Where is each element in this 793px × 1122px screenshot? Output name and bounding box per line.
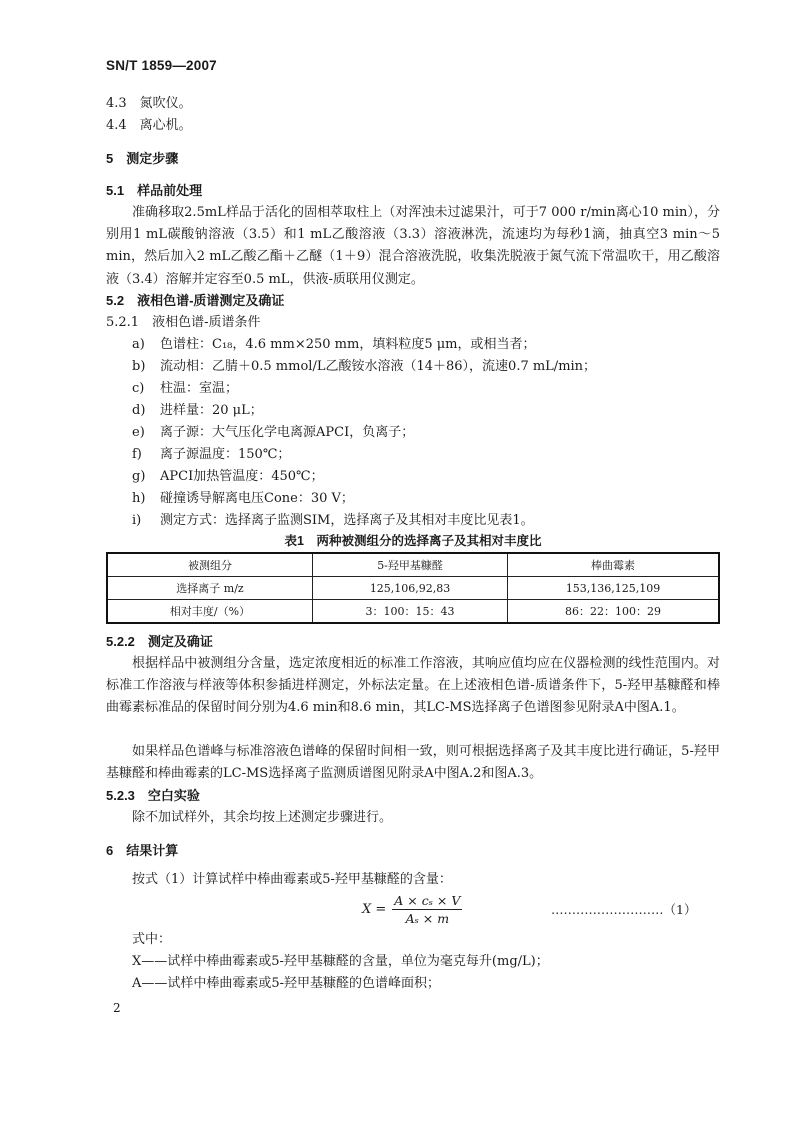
list-item xyxy=(132,488,354,510)
table-cell: 3：100：15：43 xyxy=(313,600,508,624)
ion-abundance-table xyxy=(106,552,720,624)
item-text: 色谱柱：C₁₈，4.6 mm×250 mm，填料粒度5 μm，或相当者； xyxy=(160,337,536,352)
section-5-2-1-heading: 5.2.1 液相色谱-质谱条件 xyxy=(106,315,261,330)
section-4-3: 4.3 氮吹仪。 xyxy=(106,96,192,111)
equation-number: ………………………（1） xyxy=(551,902,697,917)
list-item xyxy=(132,400,263,422)
item-label: d) xyxy=(132,403,146,418)
table-cell: 125,106,92,83 xyxy=(313,577,508,600)
list-item xyxy=(132,466,324,488)
item-text: 柱温：室温； xyxy=(160,381,239,396)
list-item xyxy=(132,378,238,400)
list-item xyxy=(132,334,536,356)
paragraph-5-1: 准确移取2.5mL样品于活化的固相萃取柱上（对浑浊未过滤果汁，可于7 000 r/min离心10 min），分别用1 mL碳酸钠溶液（3.5）和1 mL乙酸溶液（3.3）溶液淋洗，流速均为每秒1滴，抽真空3 min～5 min，然后加入2 mL乙酸乙酯＋乙醚（1＋9）混合溶液洗脱，收集洗脱液于氮气流下常温吹干，用乙酸溶液（3.4）溶解并定容至0.5 mL，供液-质联用仪测定。 xyxy=(106,205,720,287)
formula-lhs: X = xyxy=(362,902,387,917)
list-item xyxy=(132,356,596,378)
section-5-2-heading: 5.2 液相色谱-质谱测定及确证 xyxy=(106,293,285,308)
section-5-1-heading: 5.1 样品前处理 xyxy=(106,183,203,198)
item-label: b) xyxy=(132,359,146,374)
formula xyxy=(362,893,462,926)
paragraph-6: 按式（1）计算试样中棒曲霉素或5-羟甲基糠醛的含量： xyxy=(132,872,452,887)
table-caption: 表1 两种被测组分的选择离子及其相对丰度比 xyxy=(284,534,542,548)
formula-fraction xyxy=(392,893,462,926)
section-5-heading: 5 测定步骤 xyxy=(106,151,179,166)
item-text: 进样量：20 μL； xyxy=(160,403,263,418)
definition-a: A——试样中棒曲霉素或5-羟甲基糠醛的色谱峰面积； xyxy=(132,976,441,991)
item-label: e) xyxy=(132,425,145,440)
table-header-cell: 棒曲霉素 xyxy=(508,553,719,577)
list-item xyxy=(132,422,414,444)
item-label: c) xyxy=(132,381,145,396)
formula-denominator: Aₛ × m xyxy=(405,911,450,926)
table-header-cell: 5-羟甲基糠醛 xyxy=(313,553,508,577)
formula-numerator: A × cₛ × V xyxy=(394,893,461,908)
standard-code-header: SN/T 1859—2007 xyxy=(106,58,217,73)
item-label: f) xyxy=(132,447,142,462)
item-text: 离子源：大气压化学电离源APCI，负离子； xyxy=(160,425,415,440)
item-text: 碰撞诱导解离电压Cone：30 V； xyxy=(160,491,354,506)
table-cell: 86：22：100：29 xyxy=(508,600,719,624)
paragraph-5-2-3: 除不加试样外，其余均按上述测定步骤进行。 xyxy=(132,810,393,825)
table-row xyxy=(107,600,719,624)
section-5-2-2-heading: 5.2.2 测定及确证 xyxy=(106,634,213,649)
item-text: 流动相：乙腈＋0.5 mmol/L乙酸铵水溶液（14＋86），流速0.7 mL/min； xyxy=(160,359,597,374)
paragraph-5-2-2a: 根据样品中被测组分含量，选定浓度相近的标准工作溶液，其响应值均应在仪器检测的线性范围内。对标准工作溶液与样液等体积参插进样测定，外标法定量。在上述液相色谱-质谱条件下，5-羟甲基糠醛和棒曲霉素标准品的保留时间分别为4.6 min和8.6 min，其LC-MS选择离子色谱图参见附录A中图A.1。 xyxy=(106,656,720,716)
paragraph-5-2-2b: 如果样品色谱峰与标准溶液色谱峰的保留时间相一致，则可根据选择离子及其丰度比进行确证，5-羟甲基糠醛和棒曲霉素的LC-MS选择离子监测质谱图见附录A中图A.2和图A.3。 xyxy=(106,744,720,782)
list-item xyxy=(132,510,534,532)
table-cell: 相对丰度/（%） xyxy=(107,600,313,624)
table-row xyxy=(107,553,719,577)
table-cell: 选择离子 m/z xyxy=(107,577,313,600)
section-5-2-3-heading: 5.2.3 空白实验 xyxy=(106,788,200,803)
item-label: a) xyxy=(132,337,145,352)
item-label: g) xyxy=(132,469,146,484)
section-6-heading: 6 结果计算 xyxy=(106,843,179,858)
item-text: 测定方式：选择离子监测SIM，选择离子及其相对丰度比见表1。 xyxy=(160,513,534,528)
table-cell: 153,136,125,109 xyxy=(508,577,719,600)
section-4-4: 4.4 离心机。 xyxy=(106,118,192,133)
table-header-cell: 被测组分 xyxy=(107,553,313,577)
definitions-intro: 式中： xyxy=(132,932,172,947)
definition-x: X——试样中棒曲霉素或5-羟甲基糠醛的含量，单位为毫克每升(mg/L)； xyxy=(132,954,549,969)
item-label: h) xyxy=(132,491,146,506)
page-number: 2 xyxy=(113,1001,121,1015)
table-row xyxy=(107,577,719,600)
item-text: APCI加热管温度：450℃； xyxy=(160,469,324,484)
list-item xyxy=(132,444,290,466)
item-text: 离子源温度：150℃； xyxy=(160,447,291,462)
item-label: i) xyxy=(132,513,142,528)
